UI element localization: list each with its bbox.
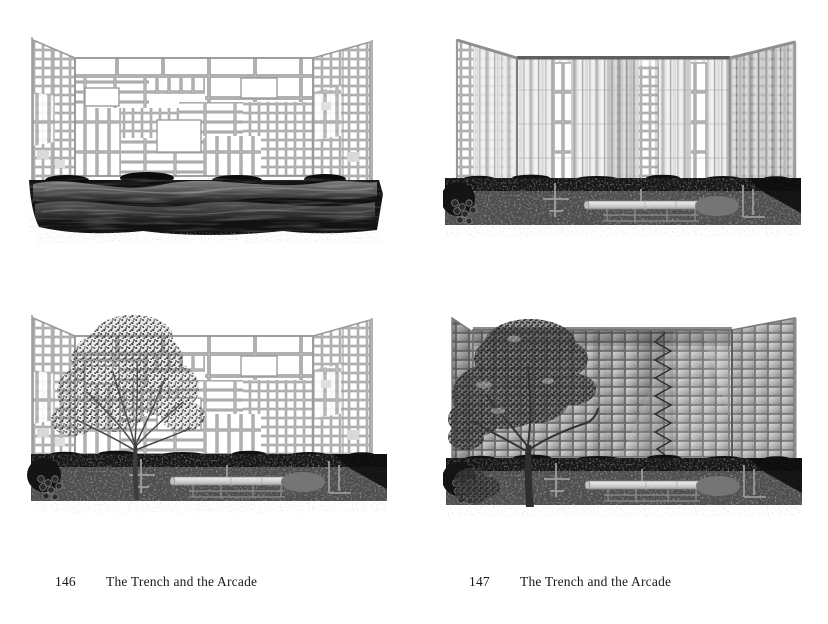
running-title-left: The Trench and the Arcade (106, 574, 258, 589)
footer-left (55, 574, 257, 590)
excavated-trench (27, 451, 387, 513)
gridded-mullion-walls (32, 37, 372, 194)
footer-right (469, 574, 671, 590)
figure-grid-room-fabric (25, 32, 395, 246)
grid-room-fabric-illustration (25, 32, 395, 246)
page-number-left: 146 (55, 574, 76, 589)
top-rail (517, 56, 730, 60)
scatter-debris-edge (35, 232, 381, 243)
running-title-right: The Trench and the Arcade (520, 574, 672, 589)
figure-quilt-room-tree (443, 315, 805, 533)
grid-room-tree-illustration (25, 310, 395, 530)
curtain-room-illustration (443, 32, 803, 246)
page-number-right: 147 (469, 574, 490, 589)
crumpled-fabric-ground (29, 172, 383, 235)
quilt-room-illustration (443, 315, 805, 533)
figure-curtain-room-trench (443, 32, 803, 246)
excavated-trench (443, 175, 801, 237)
figure-grid-room-tree (25, 310, 395, 530)
curtain-walls (457, 40, 795, 186)
